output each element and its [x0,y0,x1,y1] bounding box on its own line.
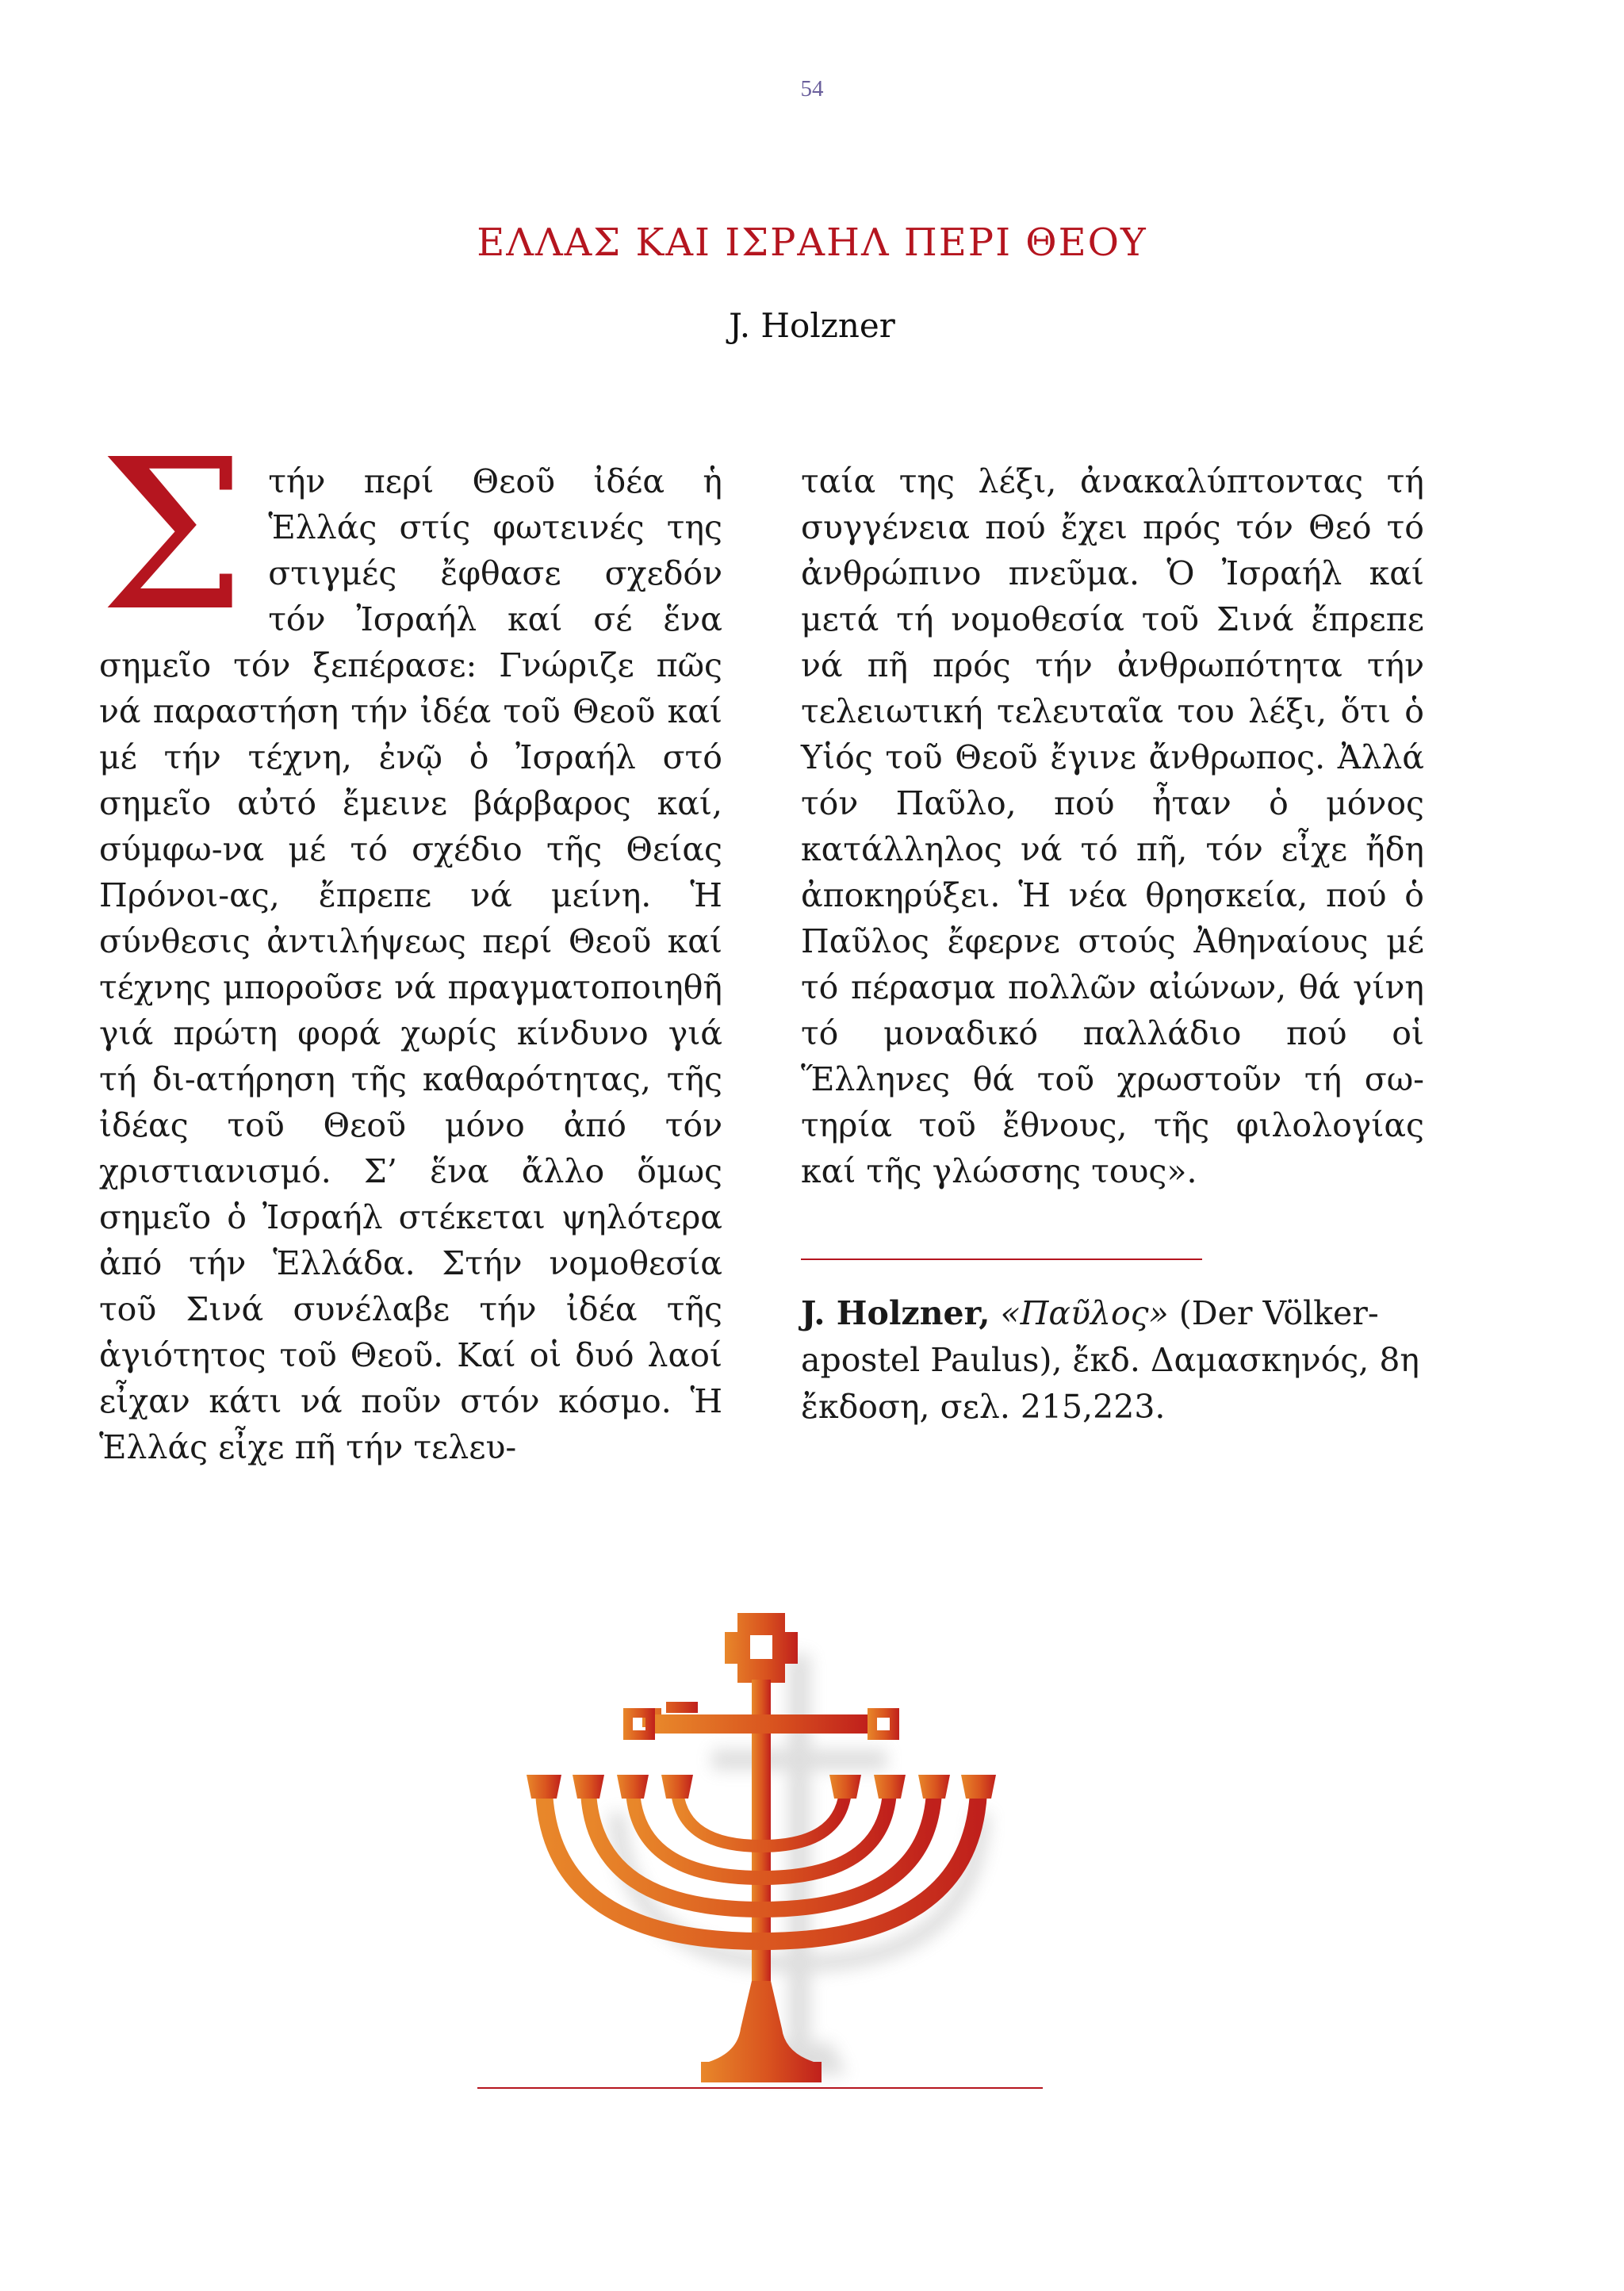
right-column [801,458,1424,1194]
footnote [801,1290,1427,1431]
left-column-text [99,415,722,1470]
footnote-book-title: «Παῦλος» [1000,1294,1169,1332]
menorah-cross-icon [515,1608,1007,2100]
left-column-body: τήν περί Θεοῦ ἰδέα ἡ Ἑλλάς στίς φωτεινές της στιγμές ἔφθασε σχεδόν τόν Ἰσραήλ καί σέ ἕνα σημεῖο τόν ξεπέρασε: Γνώριζε πῶς νά παραστήση τήν ἰδέα τοῦ Θεοῦ καί μέ τήν τέχνη, ἐνῷ ὁ Ἰσραήλ στό σημεῖο αὐτό ἔμεινε βάρβαρος καί, σύμφω-να μέ τό σχέδιο τῆς Θείας Πρόνοι-ας, ἔπρεπε νά μείνη. Ἡ σύνθεσις ἀντιλήψεως περί Θεοῦ καί τέχνης μποροῦσε νά πραγματοποιηθῆ γιά πρώτη φορά χωρίς κίνδυνο γιά τή δι-ατήρηση τῆς καθαρότητας, τῆς ἰδέας τοῦ Θεοῦ μόνο ἀπό τόν χριστιανισμό. Σ’ ἕνα ἄλλο ὅμως σημεῖο ὁ Ἰσραήλ στέκεται ψηλότερα ἀπό τήν Ἑλλάδα. Στήν νομοθεσία τοῦ Σινά συνέλαβε τήν ἰδέα τῆς ἁγιότητος τοῦ Θεοῦ. Καί οἱ δυό λαοί εἶχαν κάτι νά ποῦν στόν κόσμο. Ἡ Ἑλλάς εἶχε πῆ τήν τελευ- [99,462,722,1466]
footnote-author: J. Holzner, [801,1294,990,1332]
right-column-text: ταία της λέξι, ἀνακαλύπτοντας τή συγγένεια πού ἔχει πρός τόν Θεό τό ἀνθρώπινο πνεῦμα. Ὁ Ἰσραήλ καί μετά τή νομοθεσία τοῦ Σινά ἔπρεπε νά πῆ πρός τήν ἀνθρωπότητα τήν τελειωτική τελευταῖα του λέξι, ὅτι ὁ Υἱός τοῦ Θεοῦ ἔγινε ἄνθρωπος. Ἀλλά τόν Παῦλο, πού ἦταν ὁ μόνος κατάλληλος νά τό πῆ, τόν εἶχε ἤδη ἀποκηρύξει. Ἡ νέα θρησκεία, πού ὁ Παῦλος ἔφερνε στούς Ἀθηναίους μέ τό πέρασμα πολλῶν αἰώνων, θά γίνη τό μοναδικό παλλάδιο πού οἱ Ἕλληνες θά τοῦ χρωστοῦν τή σω-τηρία τοῦ ἔθνους, τῆς φιλολογίας καί τῆς γλώσσης τους». [801,462,1424,1190]
bottom-divider [477,2087,1043,2089]
article-author: J. Holzner [729,306,895,345]
left-column [99,415,722,1470]
footnote-details: (Der Völker-apostel Paulus), ἔκδ. Δαμασκηνός, 8η ἔκδοση, σελ. 215,223. [801,1294,1419,1426]
footnote-divider [801,1259,1202,1260]
page-number: 54 [800,76,824,102]
drop-cap: Σ [99,415,247,657]
article-title: ΕΛΛΑΣ ΚΑΙ ΙΣΡΑΗΛ ΠΕΡΙ ΘΕΟΥ [477,220,1147,265]
